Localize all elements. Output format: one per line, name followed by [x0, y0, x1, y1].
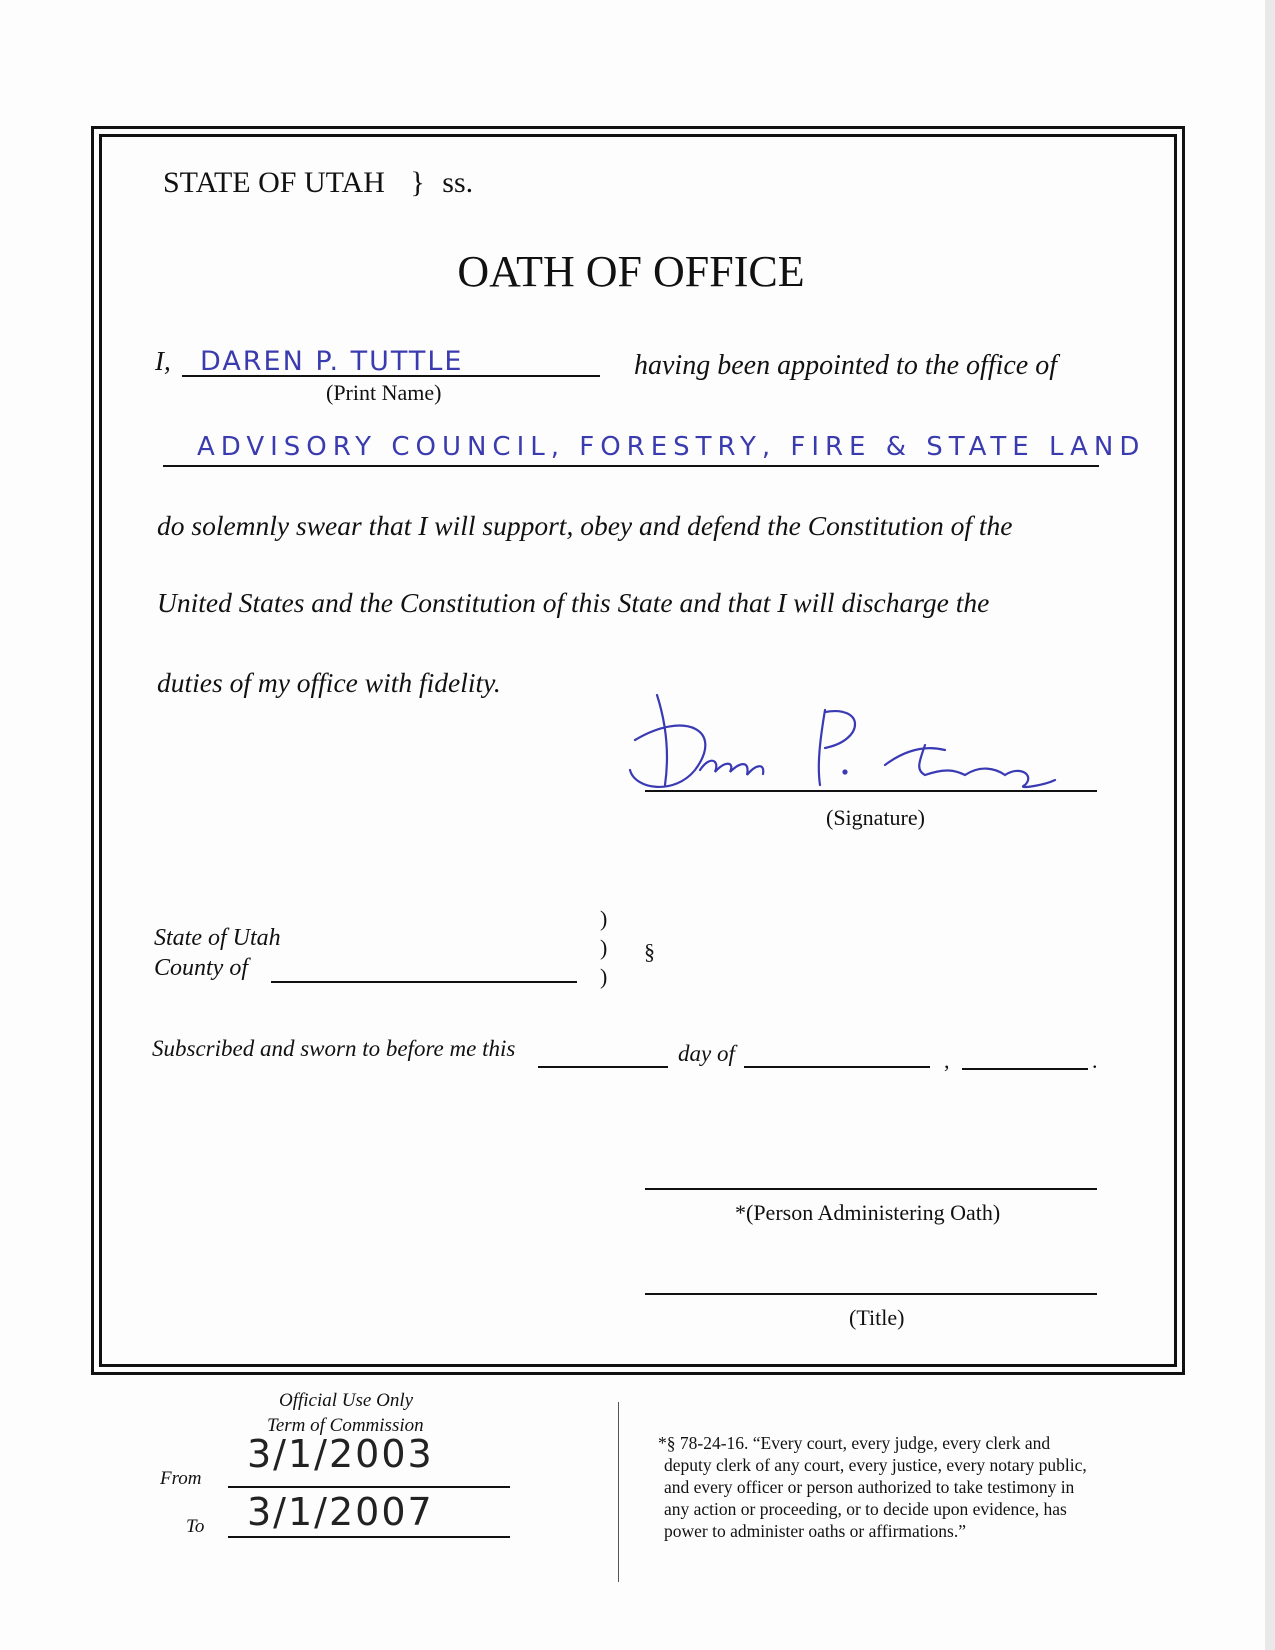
jurat-year-line	[962, 1068, 1088, 1070]
to-label: To	[186, 1516, 205, 1537]
venue-state: State of Utah	[154, 925, 281, 951]
office-line	[163, 465, 1099, 467]
state-header	[163, 166, 473, 200]
jurat-period: .	[1092, 1048, 1098, 1073]
from-value: 3/1/2003	[247, 1432, 434, 1476]
from-label: From	[160, 1468, 202, 1489]
footnote-line-2: deputy clerk of any court, every justice, every notary public,	[664, 1455, 1087, 1475]
page-title: OATH OF OFFICE	[457, 247, 805, 296]
to-line	[228, 1536, 510, 1538]
footnote-line-4: any action or proceeding, or to decide upon evidence, has	[664, 1499, 1067, 1519]
oath-line-3: duties of my office with fidelity.	[157, 667, 501, 698]
footnote	[658, 1432, 1087, 1542]
prefix-i: I,	[155, 346, 171, 376]
jurat-day-of: day of	[678, 1041, 735, 1066]
print-name-label: (Print Name)	[326, 380, 442, 405]
signature-line	[645, 790, 1097, 792]
print-name-value: DAREN P. TUTTLE	[200, 346, 464, 377]
print-name-line	[182, 375, 600, 377]
jurat-text: Subscribed and sworn to before me this	[152, 1036, 516, 1061]
signature-text	[640, 727, 700, 738]
appointment-text: having been appointed to the office of	[634, 350, 1058, 381]
title-label: (Title)	[849, 1305, 905, 1330]
oath-line-1: do solemnly swear that I will support, obey and defend the Constitution of the	[157, 510, 1013, 541]
office-value: ADVISORY COUNCIL, FORESTRY, FIRE & STATE LAND	[197, 432, 1146, 462]
term-heading: Term of Commission	[267, 1415, 424, 1436]
footnote-line-3: and every officer or person authorized to take testimony in	[664, 1477, 1075, 1497]
ss-label: ss.	[442, 166, 474, 199]
signature-scribble	[625, 690, 1095, 810]
venue-county-label: County of	[154, 955, 248, 981]
venue-paren-1: )	[600, 906, 608, 931]
to-value: 3/1/2007	[247, 1490, 434, 1534]
state-name: STATE OF UTAH	[163, 166, 385, 199]
administering-label: *(Person Administering Oath)	[735, 1200, 1001, 1225]
oath-line-2: United States and the Constitution of this State and that I will discharge the	[157, 587, 990, 618]
page-edge-shadow	[1265, 0, 1275, 1650]
from-line	[228, 1486, 510, 1488]
jurat-comma: ,	[944, 1048, 950, 1073]
venue-paren-2: )	[600, 935, 608, 960]
footnote-line-1: *§ 78-24-16. “Every court, every judge, every clerk and	[658, 1433, 1051, 1453]
county-line	[271, 981, 577, 983]
official-use-heading: Official Use Only	[279, 1390, 414, 1411]
brace: }	[410, 166, 425, 199]
jurat-month-line	[744, 1066, 930, 1068]
jurat-day-line	[538, 1066, 668, 1068]
footer-divider	[618, 1402, 619, 1582]
venue-paren-3: )	[600, 964, 608, 989]
footnote-line-5: power to administer oaths or affirmations.”	[664, 1521, 966, 1541]
section-symbol: §	[644, 939, 655, 964]
administering-line	[645, 1188, 1097, 1190]
title-line	[645, 1293, 1097, 1295]
signature-label: (Signature)	[826, 805, 925, 830]
